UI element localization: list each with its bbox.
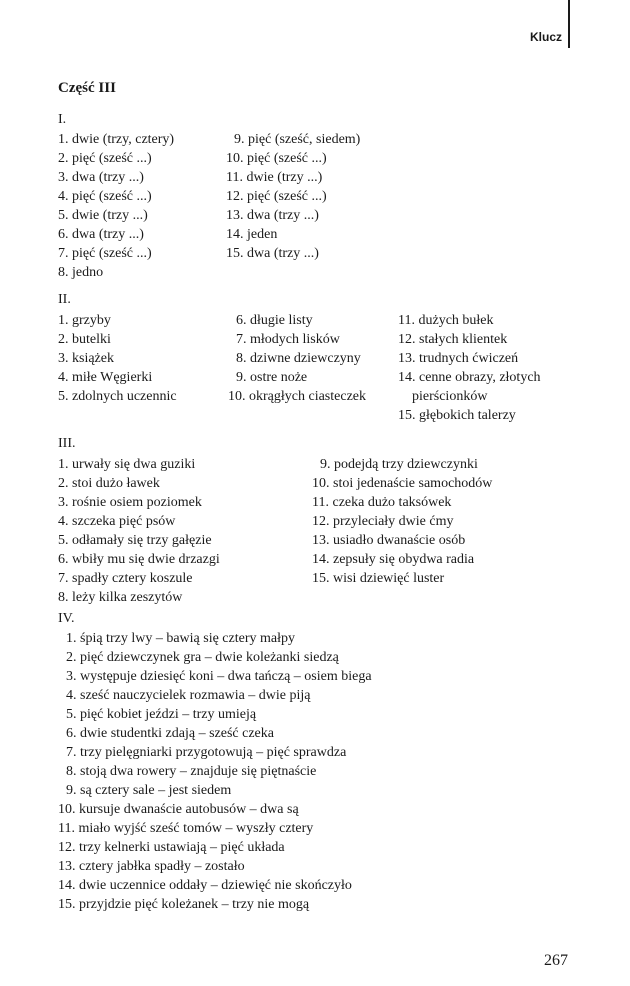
list-item: 1. dwie (trzy, cztery) [58, 132, 175, 147]
list-item: 6. długie listy [236, 313, 313, 328]
list-item: 9. są cztery sale – jest siedem [66, 783, 232, 798]
list-item: 12. trzy kelnerki ustawiają – pięć układa [58, 840, 285, 855]
list-item: 13. usiadło dwanaście osób [312, 533, 466, 548]
section-label-2: II. [58, 292, 71, 307]
list-item: 13. trudnych ćwiczeń [398, 351, 519, 366]
section-label-1: I. [58, 112, 67, 127]
list-item: 11. dwie (trzy ...) [226, 170, 323, 185]
list-item: 11. czeka dużo taksówek [312, 495, 452, 510]
list-item: 5. dwie (trzy ...) [58, 208, 148, 223]
list-item: 7. pięć (sześć ...) [58, 246, 152, 261]
list-item: 3. rośnie osiem poziomek [58, 495, 202, 510]
list-item: 13. cztery jabłka spadły – zostało [58, 859, 245, 874]
list-item: 6. dwie studentki zdają – sześć czeka [66, 726, 274, 741]
list-item: 10. okrągłych ciasteczek [228, 389, 366, 404]
section-1-column-1 [58, 130, 174, 282]
list-item: 6. dwa (trzy ...) [58, 227, 144, 242]
list-item: 2. stoi dużo ławek [58, 476, 160, 491]
list-item: 2. butelki [58, 332, 111, 347]
section-1-column-2 [226, 130, 360, 263]
list-item: 14. cenne obrazy, złotych [398, 370, 541, 385]
list-item: 12. pięć (sześć ...) [226, 189, 327, 204]
list-item: 7. spadły cztery koszule [58, 571, 193, 586]
list-item: 8. stoją dwa rowery – znajduje się piętnaście [66, 764, 317, 779]
list-item: 14. dwie uczennice oddały – dziewięć nie skończyło [58, 878, 352, 893]
list-item: 8. jedno [58, 265, 104, 280]
section-label-3: III. [58, 436, 76, 451]
list-item: 13. dwa (trzy ...) [226, 208, 319, 223]
list-item: 8. dziwne dziewczyny [236, 351, 361, 366]
list-item: 2. pięć dziewczynek gra – dwie koleżanki siedzą [66, 650, 339, 665]
list-item: 10. stoi jedenaście samochodów [312, 476, 493, 491]
list-item: 4. sześć nauczycielek rozmawia – dwie piją [66, 688, 311, 703]
list-item-continuation: pierścionków [412, 389, 488, 404]
list-item: 9. podejdą trzy dziewczynki [320, 457, 478, 472]
section-2-column-2 [228, 311, 366, 406]
list-item: 4. szczeka pięć psów [58, 514, 176, 529]
list-item: 10. pięć (sześć ...) [226, 151, 327, 166]
list-item: 9. pięć (sześć, siedem) [234, 132, 361, 147]
list-item: 15. dwa (trzy ...) [226, 246, 319, 261]
list-item: 12. stałych klientek [398, 332, 508, 347]
list-item: 14. zepsuły się obydwa radia [312, 552, 475, 567]
list-item: 15. przyjdzie pięć koleżanek – trzy nie mogą [58, 897, 310, 912]
list-item: 4. pięć (sześć ...) [58, 189, 152, 204]
list-item: 5. odłamały się trzy gałęzie [58, 533, 212, 548]
section-3-column-1 [58, 455, 220, 607]
list-item: 1. grzyby [58, 313, 111, 328]
part-title: Część III [58, 80, 116, 96]
list-item: 9. ostre noże [236, 370, 308, 385]
list-item: 4. miłe Węgierki [58, 370, 153, 385]
section-label-4: IV. [58, 611, 75, 626]
list-item: 5. pięć kobiet jeździ – trzy umieją [66, 707, 257, 722]
list-item: 1. śpią trzy lwy – bawią się cztery małpy [66, 631, 295, 646]
list-item: 15. głębokich talerzy [398, 408, 516, 423]
section-2-column-3 [398, 311, 541, 425]
list-item: 1. urwały się dwa guziki [58, 457, 196, 472]
list-item: 7. młodych lisków [236, 332, 340, 347]
list-item: 14. jeden [226, 227, 278, 242]
running-header: Klucz [530, 30, 563, 44]
list-item: 10. kursuje dwanaście autobusów – dwa są [58, 802, 299, 817]
list-item: 11. dużych bułek [398, 313, 494, 328]
list-item: 6. wbiły mu się dwie drzazgi [58, 552, 220, 567]
section-3-column-2 [312, 455, 492, 588]
list-item: 5. zdolnych uczennic [58, 389, 177, 404]
list-item: 12. przyleciały dwie ćmy [312, 514, 454, 529]
list-item: 3. dwa (trzy ...) [58, 170, 144, 185]
list-item: 15. wisi dziewięć luster [312, 571, 445, 586]
page-number: 267 [544, 952, 568, 969]
section-4-list [58, 629, 372, 914]
list-item: 3. książek [58, 351, 114, 366]
header-rule [568, 0, 570, 48]
list-item: 7. trzy pielęgniarki przygotowują – pięć sprawdza [66, 745, 347, 760]
list-item: 3. występuje dziesięć koni – dwa tańczą – osiem biega [66, 669, 372, 684]
list-item: 8. leży kilka zeszytów [58, 590, 183, 605]
list-item: 11. miało wyjść sześć tomów – wyszły cztery [58, 821, 314, 836]
list-item: 2. pięć (sześć ...) [58, 151, 152, 166]
section-2-column-1 [58, 311, 177, 406]
